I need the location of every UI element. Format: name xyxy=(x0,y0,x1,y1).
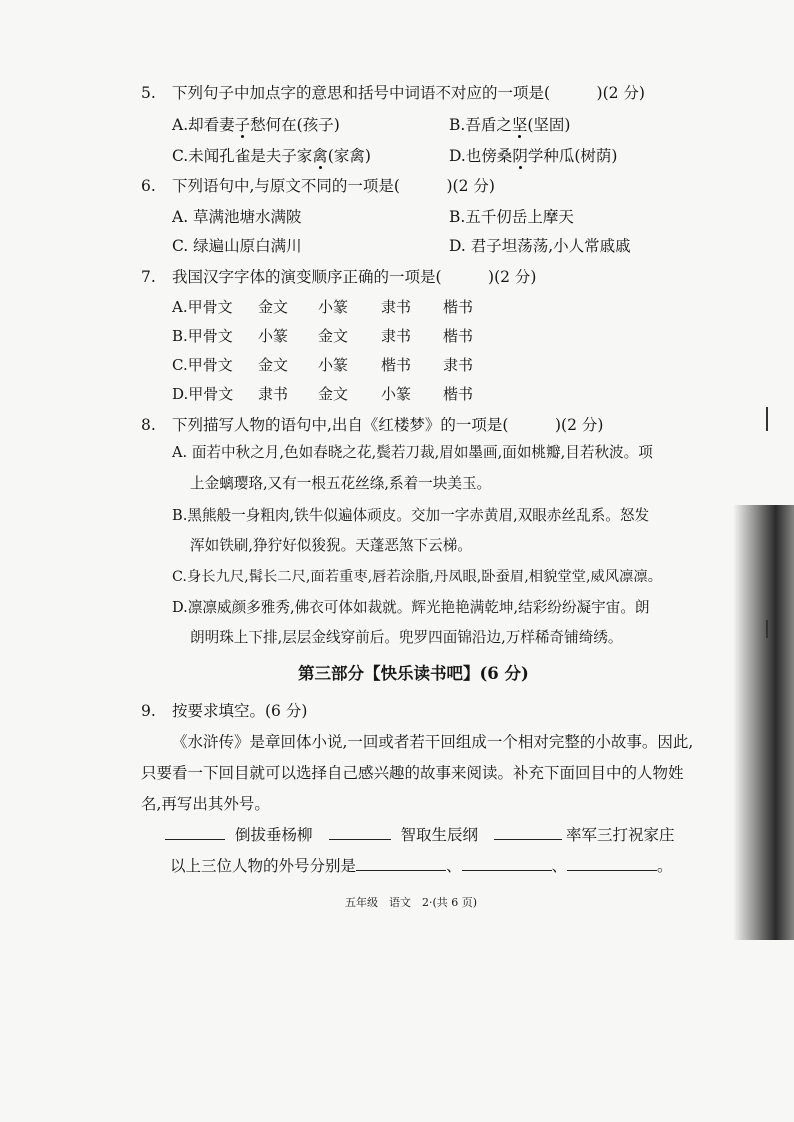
nickname-blank-2[interactable] xyxy=(462,855,552,871)
script-cell: D.甲骨文 xyxy=(172,385,234,403)
question-8-option-d-line-2: 朗明珠上下排,层层金线穿前后。兜罗四面锦沿边,万样稀奇铺绮绣。 xyxy=(190,629,623,646)
script-cell: 金文 xyxy=(258,356,289,374)
question-6-option-a: A. 草满池塘水满陂 xyxy=(172,208,302,226)
question-5-option-d: D.也傍桑阴学种瓜(树荫) xyxy=(449,147,618,165)
dotted-character: 禽 xyxy=(312,147,328,165)
script-cell: 小篆 xyxy=(318,356,349,374)
script-cell: 小篆 xyxy=(318,298,349,316)
question-9-paragraph-line-3: 名,再写出其外号。 xyxy=(141,795,270,813)
question-8-option-d-line-1: D.凛凛威颜多雅秀,佛衣可体如裁就。辉光艳艳满乾坤,结彩纷纷凝宇宙。朗 xyxy=(172,599,650,616)
question-9-stem: 按要求填空。(6 分) xyxy=(172,702,308,720)
question-5-number: 5. xyxy=(141,84,156,102)
script-cell: 金文 xyxy=(318,327,349,345)
name-blank-3[interactable] xyxy=(494,824,562,840)
script-cell: 金文 xyxy=(318,385,349,403)
chapter-title-3: 率军三打祝家庄 xyxy=(566,826,675,844)
question-9-number: 9. xyxy=(141,702,156,720)
script-cell: 小篆 xyxy=(381,385,412,403)
dotted-character: 坚 xyxy=(511,116,528,134)
question-7-stem: 我国汉字字体的演变顺序正确的一项是( )(2 分) xyxy=(172,268,537,286)
question-8-option-b-line-1: B.黑熊般一身粗肉,铁牛似遍体顽皮。交加一字赤黄眉,双眼赤丝乱系。怒发 xyxy=(172,507,650,524)
question-5-option-b: B.吾盾之坚(坚固) xyxy=(449,116,571,134)
question-9-paragraph-line-2: 只要看一下回目就可以选择自己感兴趣的故事来阅读。补充下面回目中的人物姓 xyxy=(141,764,684,782)
question-9-paragraph-line-1: 《水浒传》是章回体小说,一回或者若干回组成一个相对完整的小故事。因此, xyxy=(172,733,694,751)
chapter-fill-row xyxy=(165,824,675,846)
script-cell: C.甲骨文 xyxy=(172,356,233,374)
chapter-title-1: 倒拔垂杨柳 xyxy=(235,826,313,844)
script-cell: B.甲骨文 xyxy=(172,327,233,345)
separator: 、 xyxy=(551,857,568,875)
separator: 、 xyxy=(446,857,462,875)
scan-speck xyxy=(766,407,768,431)
question-5-option-c: C.未闻孔雀是夫子家禽(家禽) xyxy=(172,147,371,165)
scan-edge-shadow xyxy=(733,505,794,940)
name-blank-2[interactable] xyxy=(329,824,391,840)
nickname-blank-3[interactable] xyxy=(567,855,657,871)
script-cell: 隶书 xyxy=(443,356,474,374)
end-punctuation: 。 xyxy=(657,857,673,875)
nickname-label: 以上三位人物的外号分别是 xyxy=(170,857,357,875)
question-8-number: 8. xyxy=(141,416,156,434)
script-cell: 隶书 xyxy=(381,327,412,345)
script-cell: 金文 xyxy=(258,298,289,316)
question-6-option-c: C. 绿遍山原白满川 xyxy=(172,237,302,255)
question-5-option-a: A.却看妻子愁何在(孩子) xyxy=(172,116,340,134)
nickname-fill-row xyxy=(170,855,673,877)
name-blank-1[interactable] xyxy=(165,824,225,840)
question-6-option-d: D. 君子坦荡荡,小人常戚戚 xyxy=(449,237,631,255)
question-5-stem: 下列句子中加点字的意思和括号中词语不对应的一项是( )(2 分) xyxy=(172,84,645,102)
script-cell: 楷书 xyxy=(443,327,474,345)
scan-speck xyxy=(766,620,768,638)
script-cell: 隶书 xyxy=(381,298,412,316)
page-footer: 五年级 语文 2·(共 6 页) xyxy=(345,896,478,909)
question-8-stem: 下列描写人物的语句中,出自《红楼梦》的一项是( )(2 分) xyxy=(172,416,604,434)
question-6-stem: 下列语句中,与原文不同的一项是( )(2 分) xyxy=(172,177,495,195)
script-cell: 隶书 xyxy=(258,385,289,403)
script-cell: 小篆 xyxy=(258,327,289,345)
dotted-character: 子 xyxy=(234,116,251,134)
question-7-number: 7. xyxy=(141,268,156,286)
script-cell: 楷书 xyxy=(443,385,474,403)
script-cell: 楷书 xyxy=(443,298,474,316)
question-8-option-c: C.身长九尺,髯长二尺,面若重枣,唇若涂脂,丹凤眼,卧蚕眉,相貌堂堂,威风凛凛。 xyxy=(172,569,662,585)
script-cell: 楷书 xyxy=(381,356,412,374)
section-3-heading: 第三部分【快乐读书吧】(6 分) xyxy=(298,664,529,683)
chapter-title-2: 智取生辰纲 xyxy=(400,826,479,844)
script-cell: A.甲骨文 xyxy=(172,298,233,316)
dotted-character: 阴 xyxy=(512,147,528,165)
question-6-option-b: B.五千仞岳上摩天 xyxy=(449,208,574,226)
question-8-option-b-line-2: 浑如铁刷,狰狞好似狻猊。天蓬恶煞下云梯。 xyxy=(190,537,472,554)
question-6-number: 6. xyxy=(141,177,156,195)
question-8-option-a-line-1: A. 面若中秋之月,色如春晓之花,鬓若刀裁,眉如墨画,面如桃瓣,目若秋波。项 xyxy=(172,444,653,461)
nickname-blank-1[interactable] xyxy=(356,855,446,871)
question-8-option-a-line-2: 上金螭璎珞,又有一根五花丝绦,系着一块美玉。 xyxy=(190,475,492,492)
